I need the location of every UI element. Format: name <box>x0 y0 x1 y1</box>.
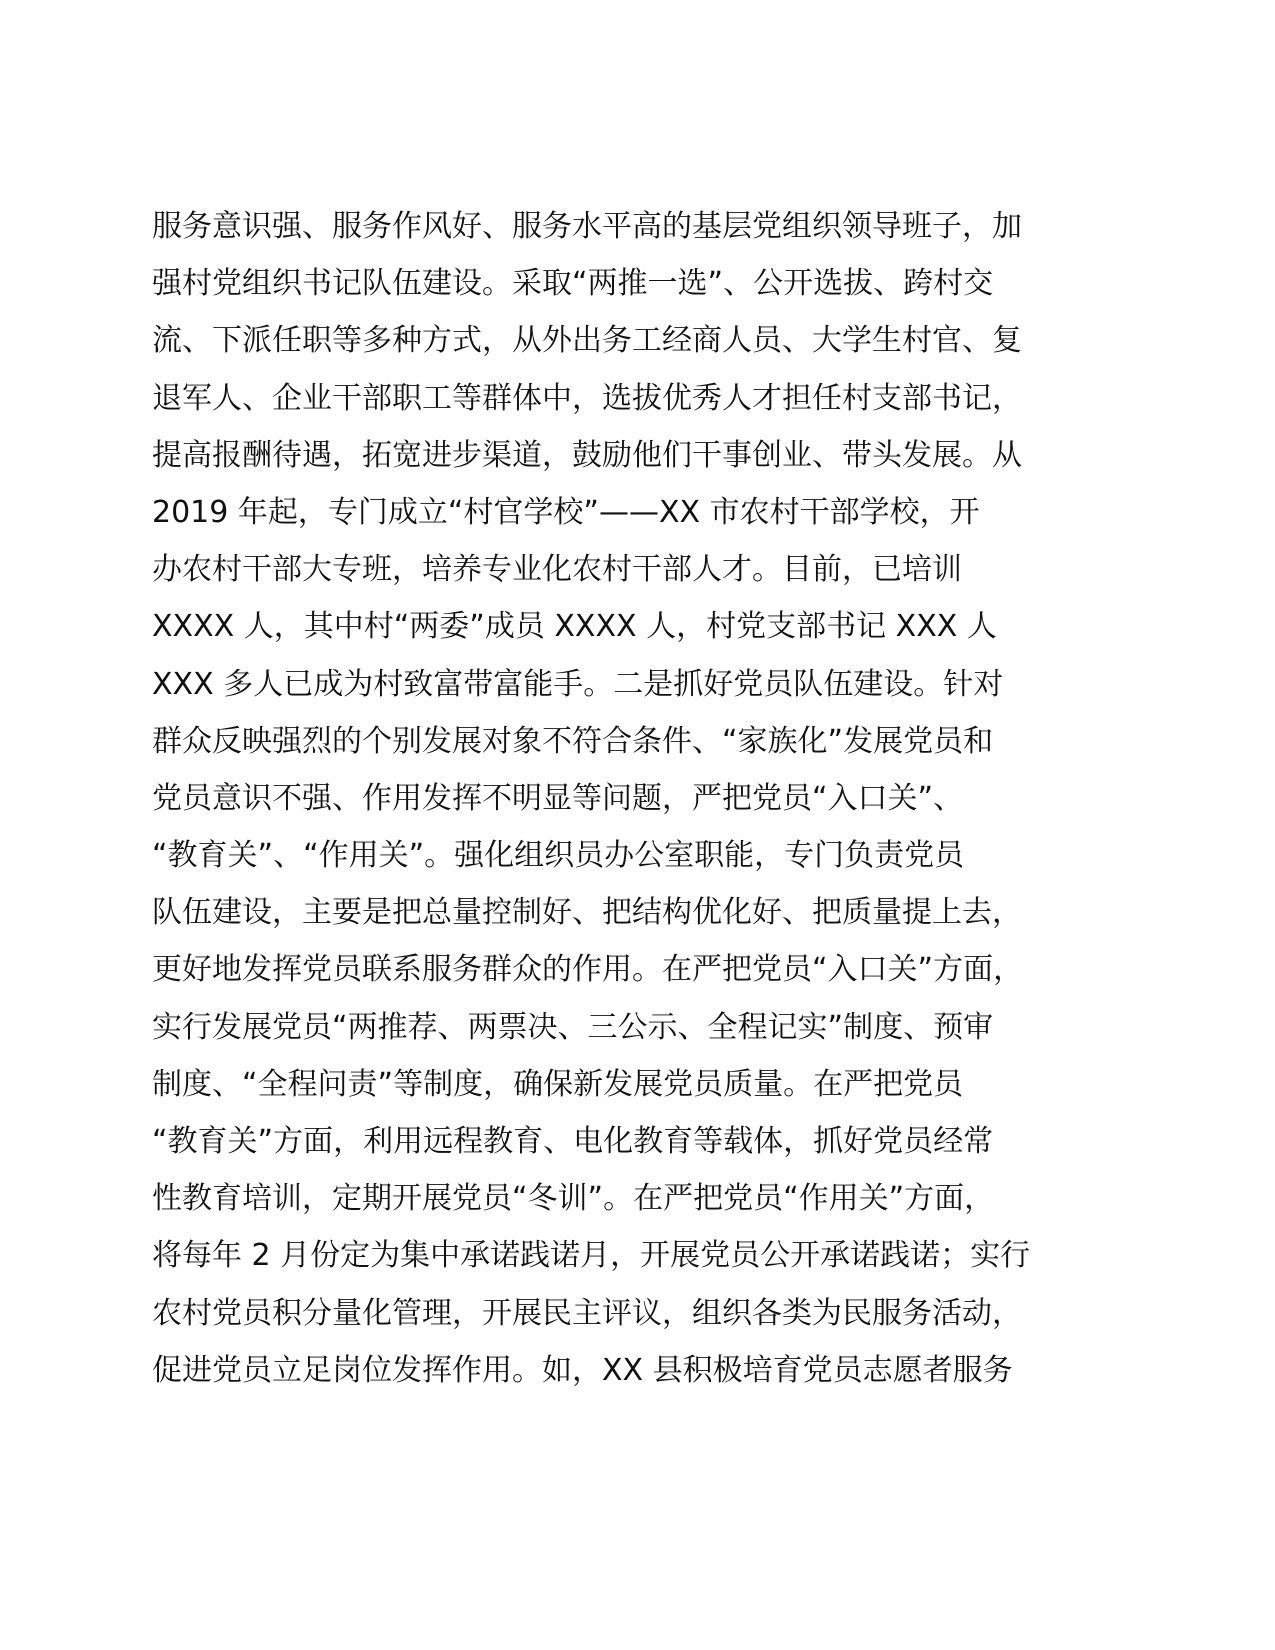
text-line: 提高报酬待遇，拓宽进步渠道，鼓励他们干事创业、带头发展。从 <box>152 437 1022 473</box>
text-line: XXX 多人已成为村致富带富能手。二是抓好党员队伍建设。针对 <box>152 666 1004 702</box>
text-line: 制度、“全程问责”等制度，确保新发展党员质量。在严把党员 <box>152 1066 964 1102</box>
text-line: 2019 年起，专门成立“村官学校”——XX 市农村干部学校，开 <box>152 494 980 530</box>
text-line: 促进党员立足岗位发挥作用。如，XX 县积极培育党员志愿者服务 <box>152 1352 1013 1388</box>
text-line: 将每年 2 月份定为集中承诺践诺月，开展党员公开承诺践诺；实行 <box>152 1238 1031 1274</box>
text-line: 强村党组织书记队伍建设。采取“两推一选”、公开选拔、跨村交 <box>152 266 994 302</box>
text-line: 农村党员积分量化管理，开展民主评议，组织各类为民服务活动， <box>152 1295 1022 1331</box>
text-line: 办农村干部大专班，培养专业化农村干部人才。目前，已培训 <box>152 552 962 588</box>
text-line: 性教育培训，定期开展党员“冬训”。在严把党员“作用关”方面， <box>152 1181 995 1217</box>
text-line: 群众反映强烈的个别发展对象不符合条件、“家族化”发展党员和 <box>152 723 994 759</box>
text-line: 党员意识不强、作用发挥不明显等问题，严把党员“入口关”、 <box>152 780 964 816</box>
text-line: XXXX 人，其中村“两委”成员 XXXX 人，村党支部书记 XXX 人 <box>152 609 997 645</box>
text-line: “教育关”、“作用关”。强化组织员办公室职能，专门负责党员 <box>152 838 965 874</box>
text-line: 实行发展党员“两推荐、两票决、三公示、全程记实”制度、预审 <box>152 1009 994 1045</box>
body-paragraph <box>152 198 1152 1399</box>
text-line: “教育关”方面，利用远程教育、电化教育等载体，抓好党员经常 <box>152 1124 994 1159</box>
text-line: 服务意识强、服务作风好、服务水平高的基层党组织领导班子，加 <box>152 209 1022 244</box>
text-line: 退军人、企业干部职工等群体中，选拔优秀人才担任村支部书记， <box>152 380 1022 416</box>
text-line: 更好地发挥党员联系服务群众的作用。在严把党员“入口关”方面， <box>152 952 1024 988</box>
text-line: 队伍建设，主要是把总量控制好、把结构优化好、把质量提上去， <box>152 895 1022 931</box>
text-line: 流、下派任职等多种方式，从外出务工经商人员、大学生村官、复 <box>152 323 1022 359</box>
